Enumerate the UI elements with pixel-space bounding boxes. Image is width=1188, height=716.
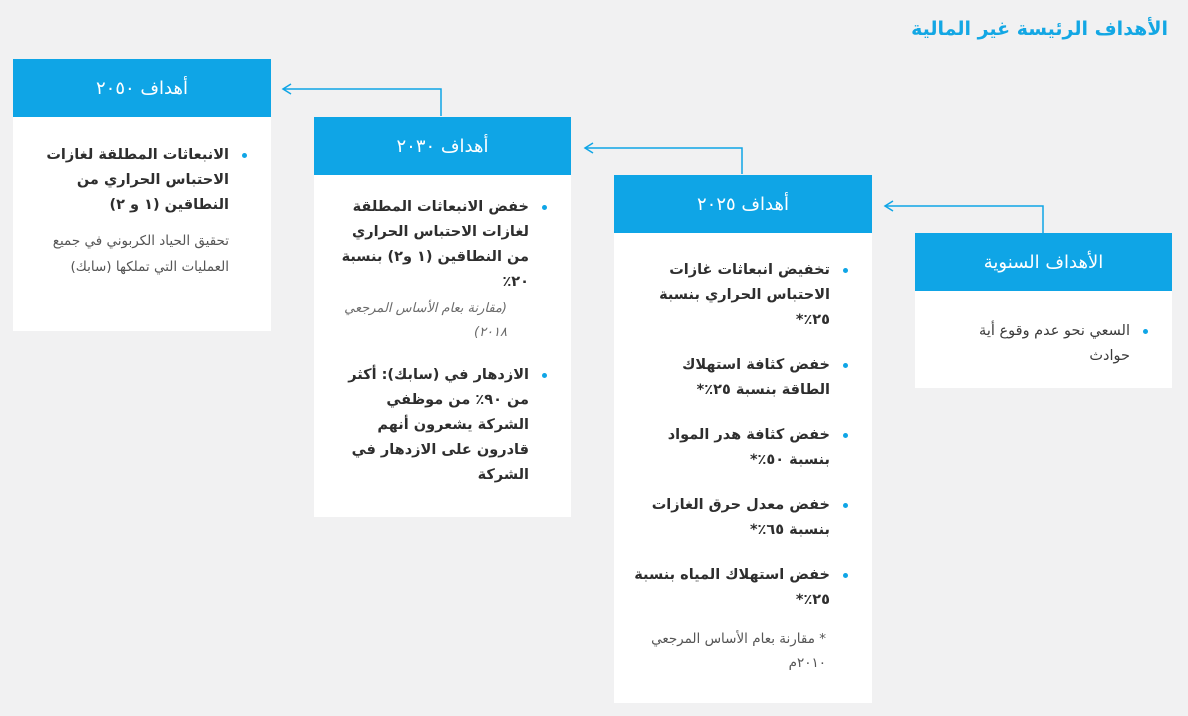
list-item: خفض كثافة هدر المواد بنسبة ٥٠٪* xyxy=(632,423,848,473)
goals-2030-body xyxy=(314,175,571,517)
bullet-icon xyxy=(843,363,848,368)
list-item: خفض استهلاك المياه بنسبة ٢٥٪* xyxy=(632,563,848,613)
annual-goals-body xyxy=(915,291,1172,388)
goals-2050-body xyxy=(13,117,271,331)
bullet-icon xyxy=(843,433,848,438)
goals-2025-body xyxy=(614,233,872,703)
goals-2050-subtext: تحقيق الحياد الكربوني في جميع العمليات التي تملكها (سابك) xyxy=(52,233,229,275)
goals-2050-header: أهداف ٢٠٥٠ xyxy=(13,59,271,117)
list-item: خفض كثافة استهلاك الطاقة بنسبة ٢٥٪* xyxy=(632,353,848,403)
list-item: الازدهار في (سابك): أكثر من ٩٠٪ من موظفي الشركة يشعرون أنهم قادرون على الازدهار في الشركة xyxy=(332,363,547,488)
arrow-2025-to-2030 xyxy=(585,148,742,174)
list-item: السعي نحو عدم وقوع أية حوادث xyxy=(955,319,1148,369)
goals-2025-header: أهداف ٢٠٢٥ xyxy=(614,175,872,233)
bullet-icon xyxy=(542,373,547,378)
list-item: تخفيض انبعاثات غازات الاحتباس الحراري بنسبة ٢٥٪* xyxy=(632,258,848,333)
arrow-2030-to-2050 xyxy=(283,89,441,116)
list-item: الانبعاثات المطلقة لغازات الاحتباس الحراري من النطاقين (١ و ٢) xyxy=(31,143,247,218)
bullet-icon xyxy=(843,503,848,508)
goals-2030-column xyxy=(314,117,571,517)
bullet-icon xyxy=(843,573,848,578)
annual-goals-column xyxy=(915,233,1172,388)
annual-goals-header: الأهداف السنوية xyxy=(915,233,1172,291)
bullet-icon xyxy=(242,153,247,158)
bullet-icon xyxy=(1143,329,1148,334)
page-title: الأهداف الرئيسة غير المالية xyxy=(911,18,1168,40)
arrow-annual-to-2025 xyxy=(885,206,1043,233)
bullet-icon xyxy=(843,268,848,273)
list-item: خفض الانبعاثات المطلقة لغازات الاحتباس الحراري من النطاقين (١ و٢) بنسبة ٢٠٪ xyxy=(332,195,547,295)
bullet-icon xyxy=(542,205,547,210)
goals-2030-header: أهداف ٢٠٣٠ xyxy=(314,117,571,175)
goals-2025-column xyxy=(614,175,872,703)
goals-2050-column xyxy=(13,59,271,331)
goals-2025-footnote: * مقارنة بعام الأساس المرجعي ٢٠١٠م xyxy=(651,631,826,671)
goals-2030-note: (مقارنة بعام الأساس المرجعي ٢٠١٨) xyxy=(344,301,507,340)
list-item: خفض معدل حرق الغازات بنسبة ٦٥٪* xyxy=(632,493,848,543)
